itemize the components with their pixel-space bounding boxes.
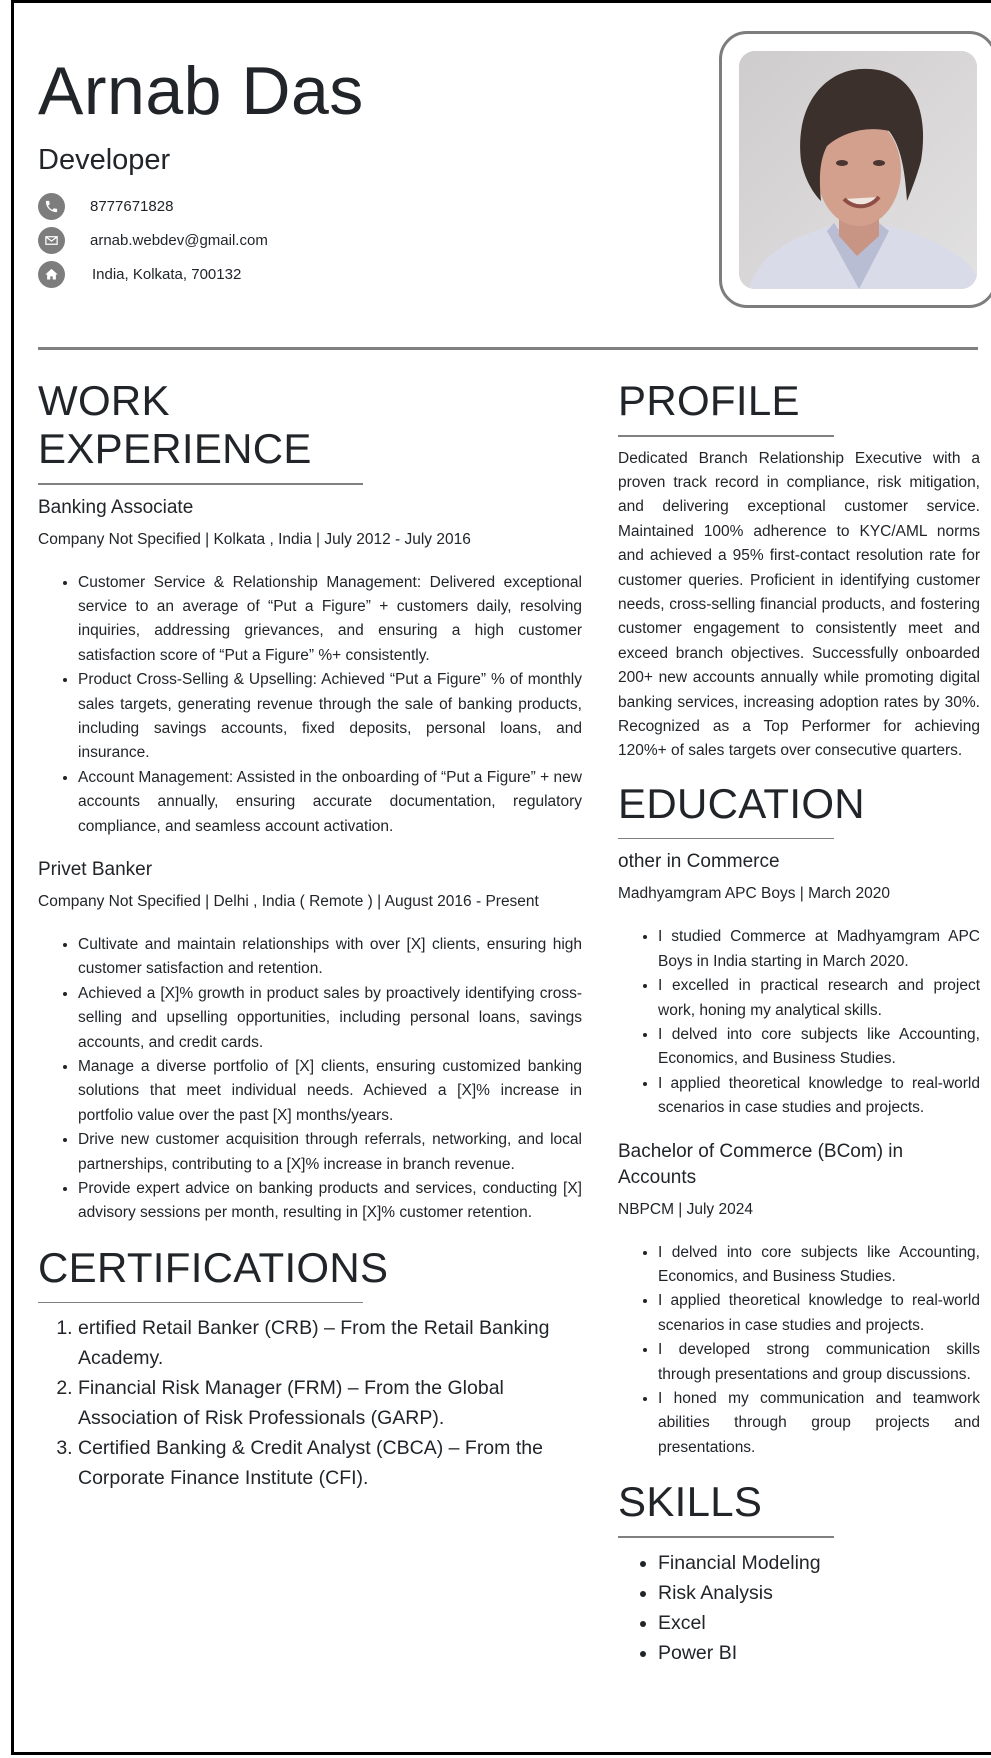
- right-column: [618, 377, 980, 1668]
- education-bullet: • I developed strong communication skills through presentations and group discussions.: [658, 1338, 980, 1387]
- section-divider: [38, 483, 363, 485]
- education-heading: EDUCATION: [618, 779, 865, 827]
- certifications-heading: CERTIFICATIONS: [38, 1243, 389, 1291]
- resume-page: [11, 0, 991, 1755]
- job-bullet: • Product Cross-Selling & Upselling: Achieved “Put a Figure” % of monthly sales targets, generating revenue through the sale of banking products, including savings accounts, fixed deposits, personal loans, and insurance.: [78, 668, 582, 766]
- job-bullet: • Customer Service & Relationship Management: Delivered exceptional service to an average of “Put a Figure” + customers daily, resolving inquiries, addressing grievances, and ensuring a high customer satisfaction score of “Put a Figure” %+ consistently.: [78, 571, 582, 669]
- education-bullet: • I studied Commerce at Madhyamgram APC Boys in India starting in March 2020.: [658, 925, 980, 974]
- contact-email: [38, 223, 268, 257]
- education-bullet: • I honed my communication and teamwork abilities through group projects and presentations.: [658, 1387, 980, 1460]
- education-bullet: • I delved into core subjects like Accounting, Economics, and Business Studies.: [658, 1241, 980, 1290]
- education-bullet: • I applied theoretical knowledge to real-world scenarios in case studies and projects.: [658, 1072, 980, 1121]
- education-title: other in Commerce: [618, 851, 780, 873]
- work-experience-section: [38, 377, 582, 1226]
- job-meta: Company Not Specified | Delhi , India ( Remote ) | August 2016 - Present: [38, 892, 539, 910]
- profile-photo-frame: [719, 31, 991, 308]
- skill-item: • Financial Modeling: [658, 1548, 980, 1578]
- profile-heading: PROFILE: [618, 377, 800, 424]
- contact-phone: [38, 189, 268, 223]
- profile-summary: Dedicated Branch Relationship Executive with a proven track record in compliance, risk mitigation, and delivering exceptional customer service. Maintained 100% adherence to KYC/AML norms and achieved a 95% first-contact resolution rate for customer queries. Proficient in identifying customer needs, cross-selling financial products, and fostering customer engagement to consistently meet and exceed branch objectives. Successfully onboarded 200+ new accounts annually while promoting digital banking services, increasing adoption rates by 30%. Recognized as a Top Performer for achieving 120%+ of sales targets over consecutive quarters.: [618, 449, 980, 760]
- section-divider: [38, 1302, 363, 1304]
- address: India, Kolkata, 700132: [92, 265, 242, 283]
- education-section: [618, 780, 980, 1460]
- section-divider: [618, 435, 834, 437]
- job-bullet: • Provide expert advice on banking products and services, conducting [X] advisory sessions per month, resulting in [X]% customer retention.: [78, 1177, 582, 1226]
- job-title: Privet Banker: [38, 858, 153, 880]
- education-entry: [618, 849, 980, 1120]
- education-meta: NBPCM | July 2024: [618, 1200, 753, 1218]
- profile-photo: [739, 51, 977, 289]
- skill-item: • Excel: [658, 1608, 980, 1638]
- job-bullets: [38, 571, 582, 839]
- job-bullet: • Cultivate and maintain relationships with over [X] clients, ensuring high customer satisfaction and retention.: [78, 933, 582, 982]
- header-divider: [38, 347, 978, 350]
- job-title: Banking Associate: [38, 496, 194, 518]
- profile-section: [618, 377, 980, 764]
- education-meta: Madhyamgram APC Boys | March 2020: [618, 885, 890, 903]
- left-column: [38, 377, 582, 1493]
- home-icon: [38, 261, 65, 288]
- education-bullets: [618, 1241, 980, 1461]
- job-entry: [38, 857, 582, 1226]
- section-divider: [618, 1536, 834, 1538]
- education-bullet: • I excelled in practical research and project work, honing my analytical skills.: [658, 974, 980, 1023]
- education-bullets: [618, 925, 980, 1120]
- phone-number[interactable]: 8777671828: [90, 197, 174, 215]
- education-title: Bachelor of Commerce (BCom) in Accounts: [618, 1140, 904, 1188]
- work-experience-heading: WORK EXPERIENCE: [38, 377, 312, 472]
- job-bullet: • Achieved a [X]% growth in product sales by proactively identifying cross-selling and upselling opportunities, including personal loans, savings accounts, and credit cards.: [78, 982, 582, 1055]
- certifications-list: [38, 1313, 582, 1493]
- education-bullet: • I delved into core subjects like Accounting, Economics, and Business Studies.: [658, 1023, 980, 1072]
- section-divider: [618, 838, 834, 840]
- job-bullet: • Drive new customer acquisition through referrals, networking, and local partnerships, contributing to a [X]% increase in branch revenue.: [78, 1128, 582, 1177]
- certification-item: 1. ertified Retail Banker (CRB) – From the Retail Banking Academy.: [78, 1313, 582, 1373]
- contact-address: [38, 257, 268, 291]
- candidate-name: Arnab Das: [38, 53, 364, 129]
- skill-item: • Power BI: [658, 1638, 980, 1668]
- skills-section: [618, 1478, 980, 1668]
- certifications-section: [38, 1244, 582, 1494]
- skill-item: • Risk Analysis: [658, 1578, 980, 1608]
- skills-heading: SKILLS: [618, 1478, 763, 1526]
- contact-list: [38, 189, 268, 291]
- email-address[interactable]: arnab.webdev@gmail.com: [90, 231, 268, 249]
- phone-icon: [38, 193, 65, 220]
- certification-item: 3. Certified Banking & Credit Analyst (CBCA) – From the Corporate Finance Institute (CFI).: [78, 1433, 582, 1493]
- education-bullet: • I applied theoretical knowledge to real-world scenarios in case studies and projects.: [658, 1289, 980, 1338]
- email-icon: [38, 227, 65, 254]
- job-bullet: • Account Management: Assisted in the onboarding of “Put a Figure” + new accounts annually, ensuring accurate documentation, regulatory compliance, and seamless account activation.: [78, 766, 582, 839]
- skills-list: [618, 1548, 980, 1668]
- education-entry: [618, 1139, 980, 1461]
- candidate-role: Developer: [38, 144, 171, 176]
- job-entry: [38, 495, 582, 839]
- job-meta: Company Not Specified | Kolkata , India | July 2012 - July 2016: [38, 530, 471, 548]
- job-bullet: • Manage a diverse portfolio of [X] clients, ensuring customized banking solutions that meet individual needs. Achieved a [X]% increase in portfolio value over the past [X] months/years.: [78, 1055, 582, 1128]
- job-bullets: [38, 933, 582, 1226]
- certification-item: 2. Financial Risk Manager (FRM) – From the Global Association of Risk Professionals (GARP).: [78, 1373, 582, 1433]
